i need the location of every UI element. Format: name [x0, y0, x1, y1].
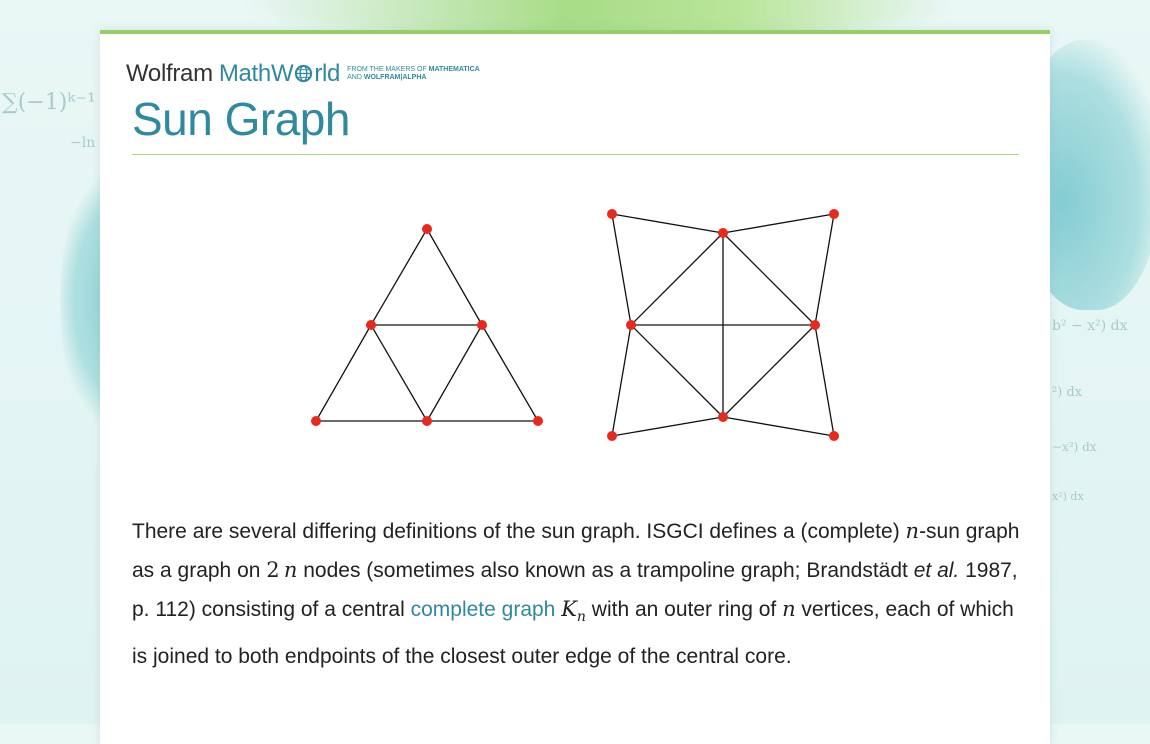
- sun-graph-left-node-5: [533, 416, 543, 426]
- sun-graph-left-edge-0: [371, 229, 427, 325]
- content-page: [100, 30, 1050, 744]
- sun-graph-right-edge-5: [723, 233, 815, 325]
- sun-graph-right-node-5: [718, 412, 728, 422]
- background-formula: ²) dx: [1052, 385, 1083, 400]
- sun-graph-left-edge-4: [371, 325, 427, 421]
- complete-graph-link[interactable]: complete graph: [410, 598, 556, 621]
- background-formula: −x²) dx: [1052, 440, 1097, 454]
- sun-graph-right-edge-11: [612, 417, 723, 436]
- sun-graph-right-edge-10: [612, 325, 631, 436]
- sun-graph-left-node-2: [477, 320, 487, 330]
- logo-mathworld: MathW rld: [218, 60, 341, 87]
- sun-graph-right-node-7: [829, 431, 839, 441]
- sun-graph-left-node-0: [422, 224, 432, 234]
- sun-graph-right-edge-0: [612, 214, 723, 233]
- sun-graph-left-edge-6: [482, 325, 538, 421]
- sun-graph-figure: [100, 34, 1050, 504]
- sun-graph-right-edge-2: [612, 214, 631, 325]
- sun-graph-right-edge-4: [631, 233, 723, 325]
- sun-graph-right-node-1: [829, 209, 839, 219]
- sun-graph-right-edge-9: [723, 325, 815, 417]
- sun-graph-left-edge-3: [316, 325, 371, 421]
- sun-graph-left-node-4: [422, 416, 432, 426]
- sun-graph-left-edge-5: [427, 325, 482, 421]
- sun-graph-right-edge-12: [723, 417, 834, 436]
- sun-graph-right-edge-1: [723, 214, 834, 233]
- math-K: $K_n$: [561, 597, 586, 626]
- sun-graph-right-node-0: [607, 209, 617, 219]
- background-formula: x²) dx: [1052, 490, 1084, 503]
- logo-wolfram: Wolfram: [126, 60, 213, 87]
- background-formula: −ln: [70, 135, 96, 151]
- math-two: 2: [266, 558, 280, 582]
- sun-graph-right: [607, 209, 839, 441]
- sun-graph-right-node-3: [626, 320, 636, 330]
- sun-graph-right-edge-8: [631, 325, 723, 417]
- sun-graph-left-node-1: [366, 320, 376, 330]
- sun-graph-right-edge-3: [815, 214, 834, 325]
- logo-tagline: FROM THE MAKERS OF MATHEMATICA AND WOLFRAM|ALPHA: [347, 66, 480, 81]
- math-n: n: [905, 519, 920, 543]
- sun-graph-left-edge-1: [427, 229, 482, 325]
- background-formula: b² − x²) dx: [1052, 318, 1128, 334]
- math-n: n: [782, 597, 796, 621]
- background-formula: ∑(−1)ᵏ⁻¹: [2, 90, 96, 115]
- definition-paragraph: There are several differing definitions of the sun graph. ISGCI defines a (complete) n-sun graph as a graph on 2 n nodes (sometimes also known as a trampoline graph; Brandstädt et al. 1987, p. 112) consisting of a central complete graph $K_n$ with an outer ring of n vertices, each of which is joined to both endpoints of the closest outer edge of the central core.: [132, 519, 1020, 669]
- math-n: n: [283, 558, 298, 582]
- sun-graph-right-node-6: [607, 431, 617, 441]
- page-title: Sun Graph: [132, 93, 350, 145]
- sun-graph-left: [311, 224, 543, 426]
- sun-graph-right-node-4: [810, 320, 820, 330]
- sun-graph-right-edge-13: [815, 325, 834, 436]
- sun-graph-left-node-3: [311, 416, 321, 426]
- sun-graph-right-node-2: [718, 228, 728, 238]
